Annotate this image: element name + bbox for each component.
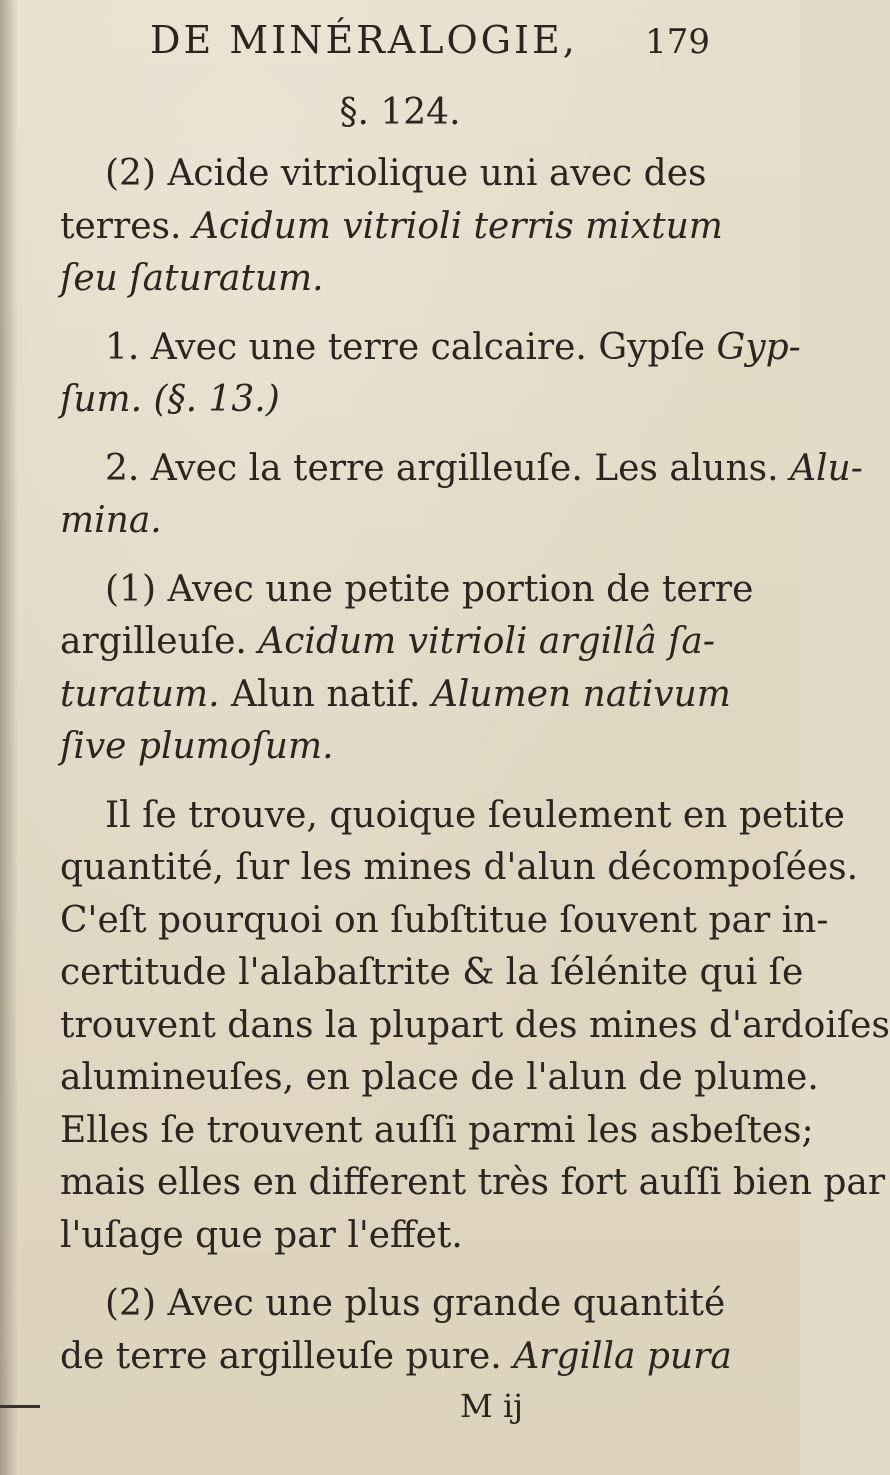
text-line: turatum. Alun natif. Alumen nativum [60,673,731,715]
text-line: certitude l'alabaſtrite & la ſélénite qui ſe [60,952,804,993]
text-line: C'eſt pourquoi on ſubſtitue ſouvent par in- [60,899,829,941]
text-line: Il ſe trouve, quoique ſeulement en petite [105,794,845,836]
running-title: DE MINÉRALOGIE, [150,18,578,62]
text-line: l'uſage que par l'effet. [60,1214,463,1256]
page-number: 179 [645,22,710,62]
text-line: 1. Avec une terre calcaire. Gypſe Gyp- [105,326,801,368]
text-line: mais elles en different très fort auſſi bien par [60,1162,886,1203]
text-line: ſum. (§. 13.) [60,379,280,420]
text-line: Elles ſe trouvent auſſi parmi les asbeſtes; [60,1109,814,1151]
page-edge-shadow [0,0,18,1475]
text-line: alumineuſes, en place de l'alun de plume. [60,1057,819,1098]
catchword: M ij [460,1387,524,1425]
section-heading: §. 124. [339,92,461,133]
text-line: terres. Acidum vitrioli terris mixtum [60,205,723,247]
text-line: de terre argilleuſe pure. Argilla pura [60,1335,732,1377]
text-line: (2) Acide vitriolique uni avec des [105,153,707,194]
text-line: quantité, ſur les mines d'alun décompoſées. [60,847,859,888]
text-line: ſeu ſaturatum. [60,258,324,299]
running-head [150,18,710,68]
text-line: (1) Avec une petite portion de terre [105,568,754,610]
text-line: 2. Avec la terre argilleuſe. Les aluns. Alu- [105,447,863,489]
text-line: trouvent dans la plupart des mines d'ardoiſes [60,1004,890,1046]
text-line: argilleuſe. Acidum vitrioli argillâ ſa- [60,621,716,662]
text-line: mina. [60,500,162,541]
text-line: ſive plumoſum. [60,726,334,767]
margin-rule [0,1405,40,1408]
text-line: (2) Avec une plus grande quantité [105,1283,726,1324]
